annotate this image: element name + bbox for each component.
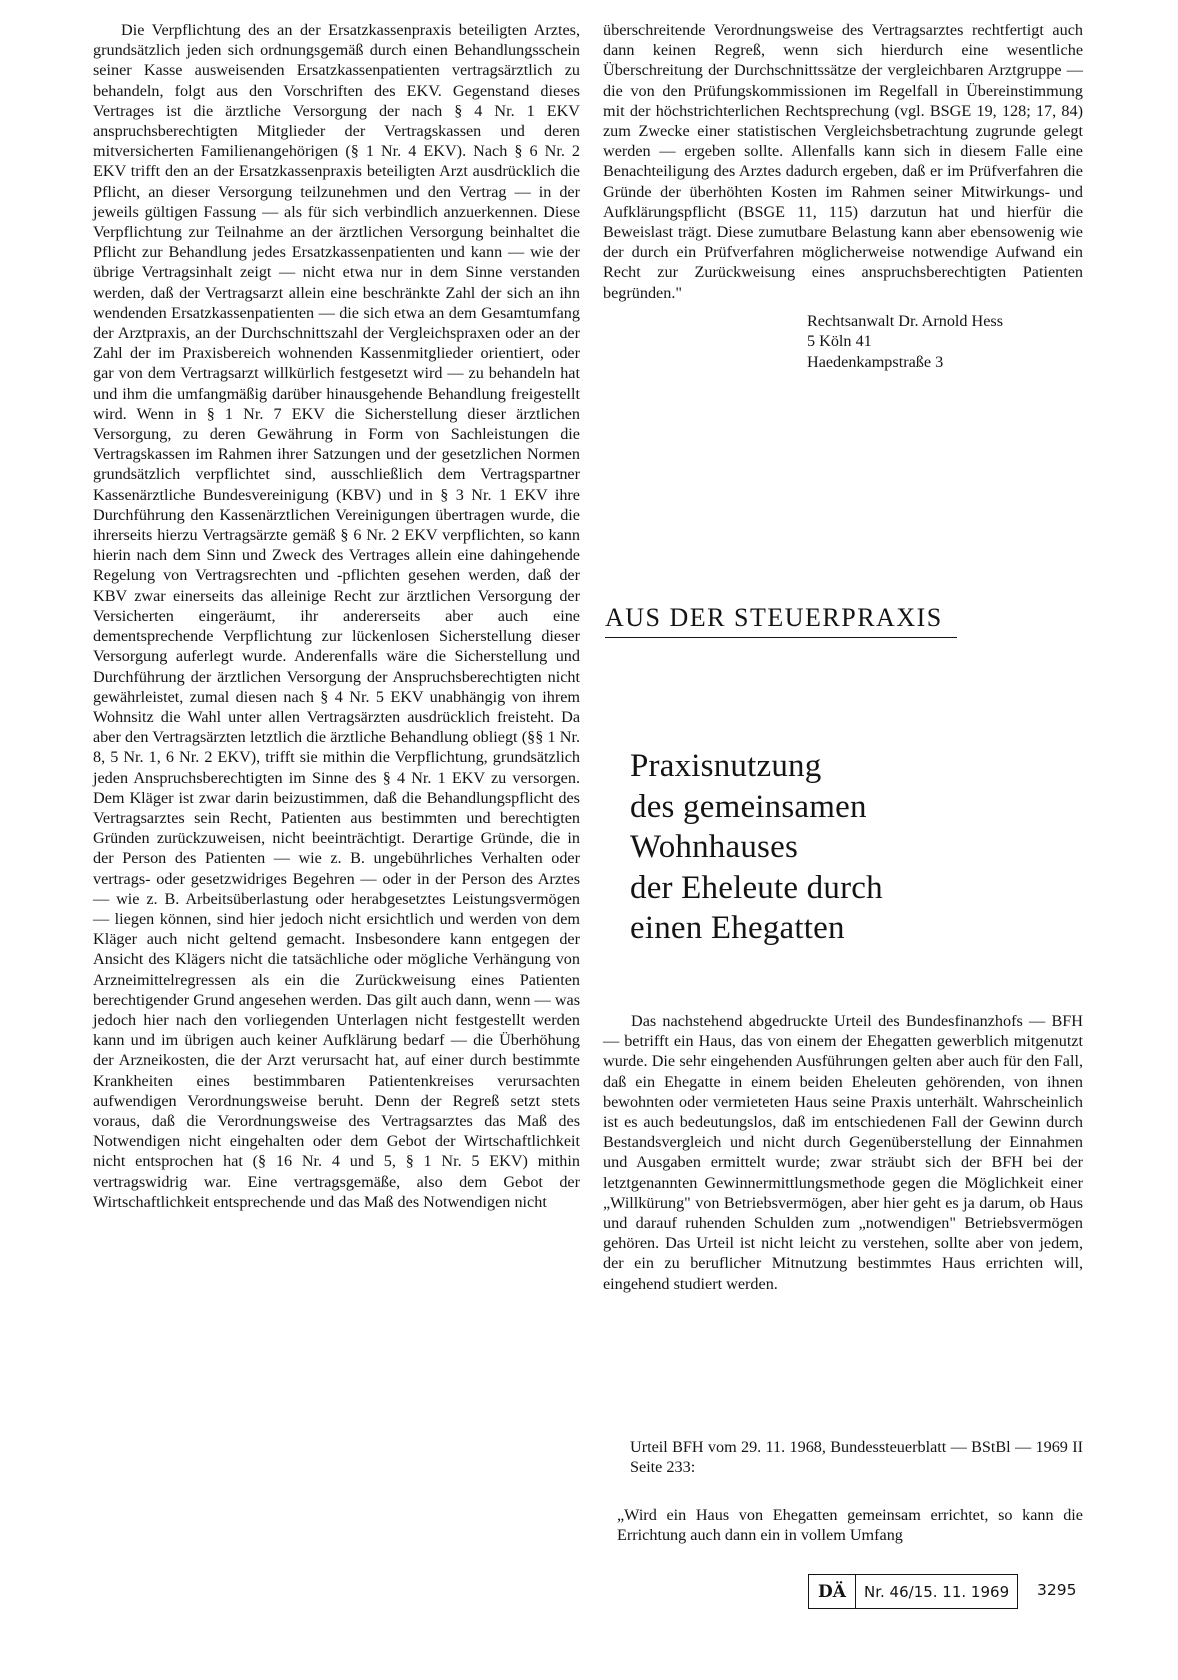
left-column [93, 20, 580, 1212]
left-column-paragraph: Die Verpflichtung des an der Ersatzkassenpraxis beteiligten Arztes, grundsätzlich jeden sich ordnungsgemäß durch einen Behandlungsschein seiner Kasse ausweisenden Ersatzkassenpatienten vertragsärztlich zu behandeln, folgt aus den Vorschriften des EKV. Gegenstand dieses Vertrages ist die ärztliche Versorgung der nach § 4 Nr. 1 EKV anspruchsberechtigten Mitglieder der Vertragskassen und deren mitversicherten Familienangehörigen (§ 1 Nr. 4 EKV). Nach § 6 Nr. 2 EKV trifft den an der Ersatzkassenpraxis beteiligten Arzt ausdrücklich die Pflicht, an dieser Versorgung teilzunehmen und den Vertrag — in der jeweils gültigen Fassung — als für sich verbindlich anzuerkennen. Diese Verpflichtung zur Teilnahme an der ärztlichen Versorgung beinhaltet die Pflicht zur Behandlung jedes Ersatzkassenpatienten und kann — wie der übrige Vertragsinhalt zeigt — nicht etwa nur in dem Sinne verstanden werden, daß der Vertragsarzt allein eine beschränkte Zahl der sich an ihn wendenden Ersatzkassenpatienten — die sich etwa an dem Gesamtumfang der Arztpraxis, an der Durchschnittszahl der Vergleichspraxen oder an der Zahl der im Praxisbereich wohnenden Kassenmitglieder orientiert, oder gar von dem Vertragsarzt willkürlich festgesetzt wird — zu behandeln hat und ihm die umfangmäßig darüber hinausgehende Behandlung freigestellt wird. Wenn in § 1 Nr. 7 EKV die Sicherstellung dieser ärztlichen Versorgung, zu deren Gewährung in Form von Sachleistungen die Vertragskassen im Rahmen ihrer Satzungen und der gesetzlichen Normen grundsätzlich verpflichtet sind, ausschließlich dem Vertragspartner Kassenärztliche Bundesvereinigung (KBV) und in § 3 Nr. 1 EKV ihre Durchführung den Kassenärztlichen Vereinigungen übertragen wurde, die ihrerseits hierzu Vertragsärzte gemäß § 6 Nr. 2 EKV verpflichten, so kann hierin nach dem Sinn und Zweck des Vertrages allein eine dahingehende Regelung von Vertragsrechten und -pflichten gesehen werden, daß der KBV zwar einerseits das alleinige Recht zur ärztlichen Versorgung der Versicherten eingeräumt, ihr andererseits aber auch eine dementsprechende Verpflichtung zur lückenlosen Sicherstellung dieser Versorgung auferlegt wurde. Anderenfalls wäre die Sicherstellung und Durchführung der ärztlichen Versorgung der Anspruchsberechtigten nicht gewährleistet, zumal diesen nach § 4 Nr. 5 EKV unabhängig von ihrem Wohnsitz die Wahl unter allen Vertragsärzten ausdrücklich freisteht. Da aber den Vertragsärzten letztlich die ärztliche Behandlung obliegt (§§ 1 Nr. 8, 5 Nr. 1, 6 Nr. 2 EKV), trifft sie mithin die Verpflichtung, grundsätzlich jeden Anspruchsberechtigten im Sinne des § 4 Nr. 1 EKV zu versorgen. Dem Kläger ist zwar darin beizustimmen, daß die Behandlungspflicht des Vertragsarztes sein Recht, Patienten aus bestimmten und berechtigten Gründen zurückzuweisen, nicht beeinträchtigt. Derartige Gründe, die in der Person des Patienten — wie z. B. ungebührliches Verhalten oder vertrags- oder gesetzwidriges Begehren — oder in der Person des Arztes — wie z. B. Arbeitsüberlastung oder herabgesetztes Leistungsvermögen — liegen können, sind hier jedoch nicht ersichtlich und werden von dem Kläger auch nicht geltend gemacht. Insbesondere kann entgegen der Ansicht des Klägers nicht die tatsächliche oder mögliche Verhängung von Arzneimittelregressen als ein die Zurückweisung eines Patienten berechtigender Grund angesehen werden. Das gilt auch dann, wenn — was jedoch hier nach den vorliegenden Unterlagen nicht festgestellt werden kann und im übrigen auch keiner Aufklärung bedarf — die Überhöhung der Arzneikosten, die der Arzt verursacht hat, auf einer durch bestimmte Krankheiten eines bestimmbaren Patientenkreises verursachten aufwendigen Verordnungsweise beruht. Denn der Regreß setzt stets voraus, daß die Verordnungsweise des Vertragsarztes das Maß des Notwendigen nicht eingehalten oder dem Gebot der Wirtschaftlichkeit nicht entsprochen hat (§ 16 Nr. 4 und 5, § 1 Nr. 5 EKV) mithin vertragswidrig war. Eine vertragsgemäße, also dem Gebot der Wirtschaftlichkeit entsprechende und das Maß des Notwendigen nicht [93, 21, 580, 1211]
article-title-line: der Eheleute durch [630, 869, 883, 906]
article-intro [603, 1011, 1083, 1294]
journal-logo: DÄ [809, 1575, 856, 1608]
issue-footer [808, 1574, 1018, 1609]
page-number: 3295 [1037, 1581, 1077, 1599]
intro-paragraph: Das nachstehend abgedruckte Urteil des Bundesfinanzhofs — BFH — betrifft ein Haus, das von einem der Ehegatten gewerblich mitgenutzt wurde. Die sehr eingehenden Ausführungen gelten aber auch für den Fall, daß ein Ehegatte in einem beiden Eheleuten gehörenden, von ihnen bewohnten oder vermieteten Haus seine Praxis unterhält. Wahrscheinlich ist es auch bedeutungslos, daß im entschiedenen Fall der Gewinn durch Bestandsvergleich und nicht durch Gegenüberstellung der Einnahmen und Ausgaben ermittelt wurde; zwar sträubt sich der BFH bei der letztgenannten Gewinnermittlungsmethode gegen die Möglichkeit einer „Willkürung" von Betriebsvermögen, aber hier geht es ja darum, ob Haus und darauf ruhenden Schulden zum „notwendigen" Betriebsvermögen gehören. Das Urteil ist nicht leicht zu verstehen, sollte aber von jedem, der ein zu beruflicher Mitnutzung bestimmtes Haus errichten will, eingehend studiert werden. [603, 1012, 1083, 1293]
continued-paragraph: überschreitende Verordnungsweise des Vertragsarztes rechtfertigt auch dann keinen Regreß, wenn sich hierdurch eine wesentliche Überschreitung der Durchschnittssätze der vergleichbaren Arztgruppe — die von den Prüfungskommissionen im Regelfall in Übereinstimmung mit der höchstrichterlichen Rechtsprechung (vgl. BSGE 19, 128; 17, 84) zum Zwecke einer statistischen Vergleichsbetrachtung zugrunde gelegt werden — ergeben sollte. Allenfalls kann sich in diesem Falle eine Benachteiligung des Arztes dadurch ergeben, daß er im Prüfverfahren die Gründe der überhöhten Kosten im Rahmen seiner Mitwirkungs- und Aufklärungspflicht (BSGE 11, 115) darzutun hat und hierfür die Beweislast trägt. Diese zumutbare Belastung kann aber ebensowenig wie der durch ein Prüfverfahren möglicherweise notwendige Aufwand ein Recht zur Zurückweisung eines anspruchsberechtigten Patienten begründen." [603, 21, 1083, 302]
right-column [603, 20, 1083, 372]
author-city: 5 Köln 41 [807, 332, 872, 351]
author-name: Rechtsanwalt Dr. Arnold Hess [807, 311, 1004, 330]
citation-text: Urteil BFH vom 29. 11. 1968, Bundessteuerblatt — BStBl — 1969 II Seite 233: [630, 1438, 1083, 1477]
section-heading: AUS DER STEUERPRAXIS [605, 603, 957, 638]
article-title-line: des gemeinsamen [630, 788, 867, 825]
article-title-line: Praxisnutzung [630, 748, 822, 784]
article-title-line: Wohnhauses [630, 829, 798, 865]
judgment-quote [617, 1505, 1083, 1545]
author-signature [807, 311, 1083, 373]
court-citation [630, 1437, 1083, 1477]
issue-date: Nr. 46/15. 11. 1969 [864, 1582, 1010, 1601]
quote-text: „Wird ein Haus von Ehegatten gemeinsam errichtet, so kann die Errichtung auch dann ein in vollem Umfang [617, 1506, 1083, 1545]
article-title-line: einen Ehegatten [630, 910, 845, 946]
article-title [630, 746, 1030, 949]
author-street: Haedenkampstraße 3 [807, 352, 944, 371]
